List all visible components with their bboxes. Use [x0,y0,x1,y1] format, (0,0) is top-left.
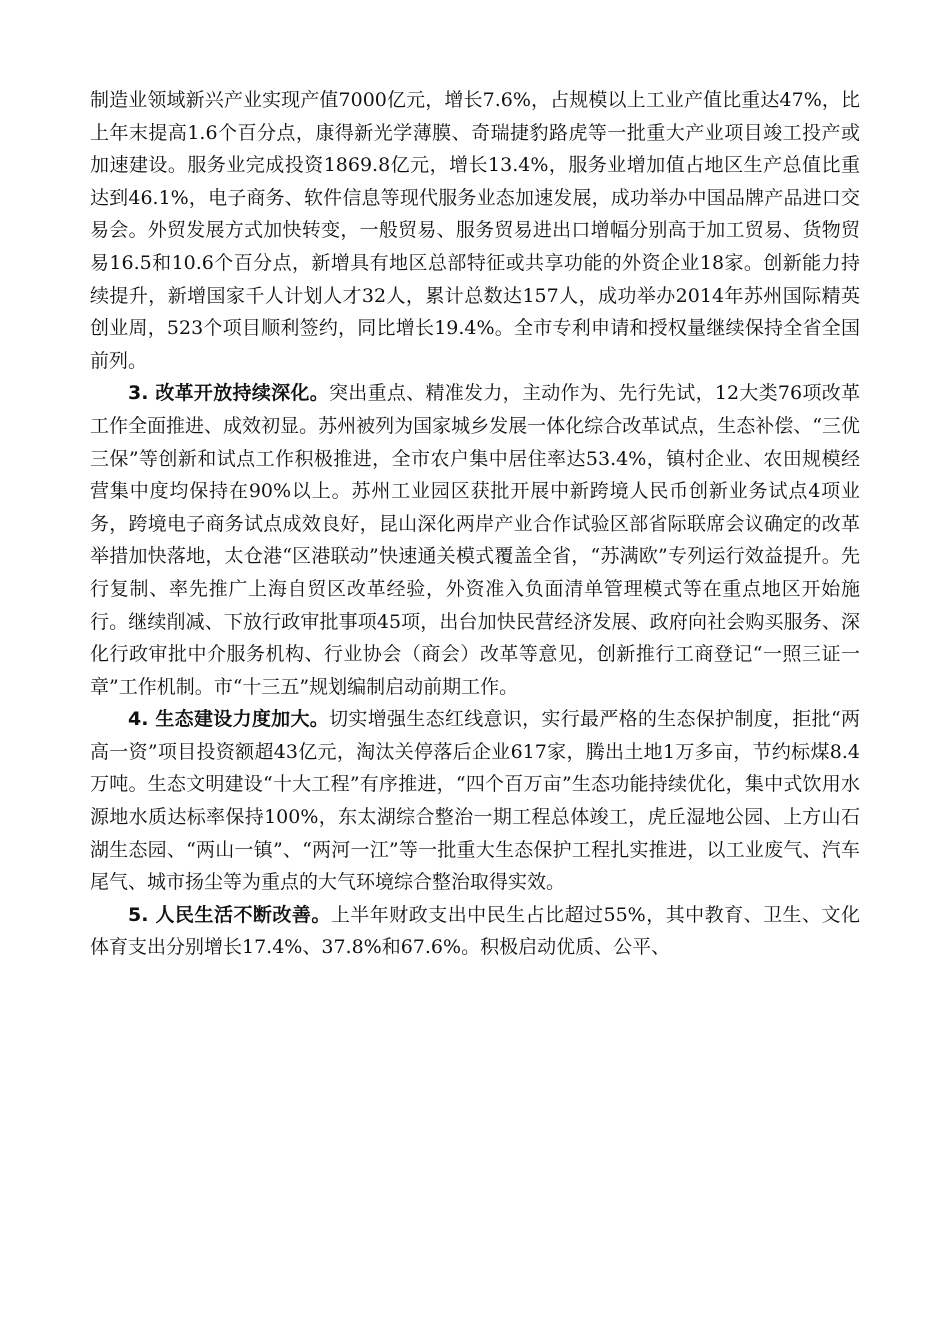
paragraph-heading: 3. 改革开放持续深化。 [128,382,329,405]
paragraph-1 [90,84,860,377]
paragraph-text: 上半年财政支出中民生占比超过55%，其中教育、卫生、文化体育支出分别增长17.4%、37.8%和67.6%。积极启动优质、公平、 [90,903,860,959]
document-body [90,84,860,964]
paragraph-text: 切实增强生态红线意识，实行最严格的生态保护制度，拒批“两高一资”项目投资额超43亿元，淘汰关停落后企业617家，腾出土地1万多亩，节约标煤8.4万吨。生态文明建设“十大工程”有序推进，“四个百万亩”生态功能持续优化，集中式饮用水源地水质达标率保持100%，东太湖综合整治一期工程总体竣工，虎丘湿地公园、上方山石湖生态园、“两山一镇”、“两河一江”等一批重大生态保护工程扎实推进，以工业废气、汽车尾气、城市扬尘等为重点的大气环境综合整治取得实效。 [90,708,860,894]
paragraph-livelihood [90,899,860,964]
paragraph-ecology [90,703,860,899]
paragraph-text: 制造业领域新兴产业实现产值7000亿元，增长7.6%，占规模以上工业产值比重达47%，比上年末提高1.6个百分点，康得新光学薄膜、奇瑞捷豹路虎等一批重大产业项目竣工投产或加速建设。服务业完成投资1869.8亿元，增长13.4%，服务业增加值占地区生产总值比重达到46.1%，电子商务、软件信息等现代服务业态加速发展，成功举办中国品牌产品进口交易会。外贸发展方式加快转变，一般贸易、服务贸易进出口增幅分别高于加工贸易、货物贸易16.5和10.6个百分点，新增具有地区总部特征或共享功能的外资企业18家。创新能力持续提升，新增国家千人计划人才32人，累计总数达157人，成功举办2014年苏州国际精英创业周，523个项目顺利签约，同比增长19.4%。全市专利申请和授权量继续保持全省全国前列。 [90,89,860,372]
paragraph-reform [90,377,860,703]
paragraph-text: 突出重点、精准发力，主动作为、先行先试，12大类76项改革工作全面推进、成效初显。苏州被列为国家城乡发展一体化综合改革试点，生态补偿、“三优三保”等创新和试点工作积极推进，全市农户集中居住率达53.4%，镇村企业、农田规模经营集中度均保持在90%以上。苏州工业园区获批开展中新跨境人民币创新业务试点4项业务，跨境电子商务试点成效良好，昆山深化两岸产业合作试验区部省际联席会议确定的改革举措加快落地，太仓港“区港联动”快速通关模式覆盖全省，“苏满欧”专列运行效益提升。先行复制、率先推广上海自贸区改革经验，外资准入负面清单管理模式等在重点地区开始施行。继续削减、下放行政审批事项45项，出台加快民营经济发展、政府向社会购买服务、深化行政审批中介服务机构、行业协会（商会）改革等意见，创新推行工商登记“一照三证一章”工作机制。市“十三五”规划编制启动前期工作。 [90,382,860,698]
paragraph-heading: 4. 生态建设力度加大。 [128,708,330,731]
paragraph-heading: 5. 人民生活不断改善。 [128,903,331,926]
